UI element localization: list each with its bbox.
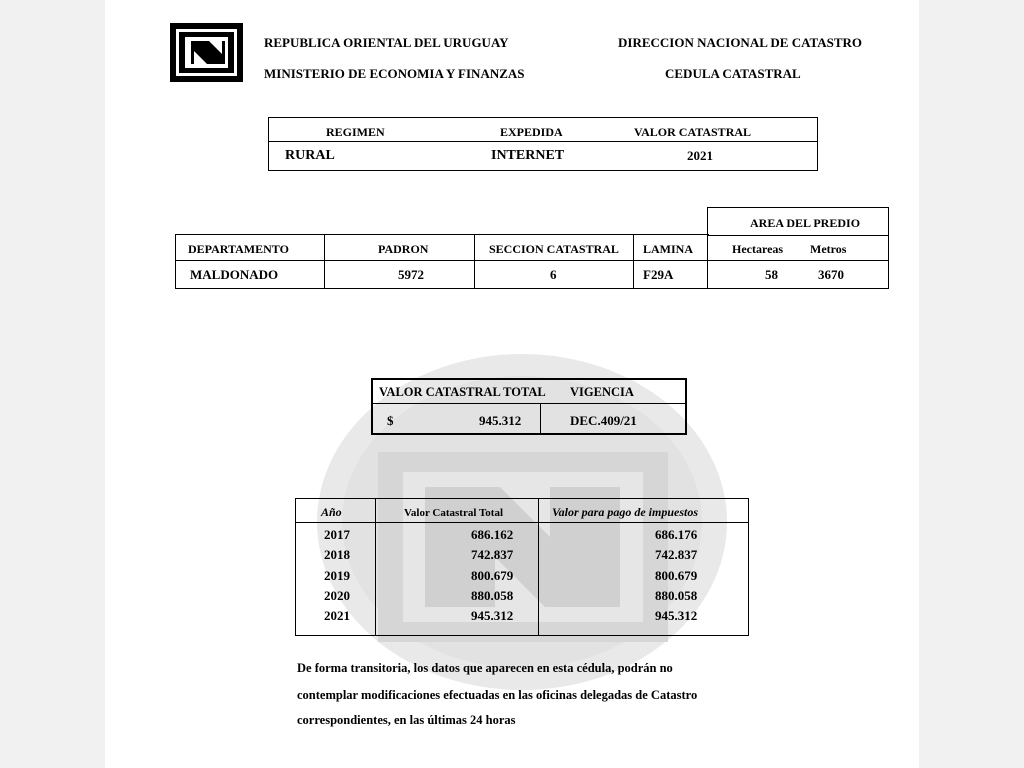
regime-value: RURAL [285, 148, 335, 163]
regime-table [268, 117, 818, 171]
document-title: CEDULA CATASTRAL [665, 66, 801, 81]
note-line-2: contemplar modificaciones efectuadas en las oficinas delegadas de Catastro [297, 688, 698, 702]
padron-header: PADRON [378, 242, 429, 256]
history-tax: 945.312 [655, 608, 698, 623]
lamina-value: F29A [643, 267, 674, 282]
history-tax: 742.837 [655, 547, 698, 562]
catastro-logo-icon [169, 22, 244, 83]
hectares-header: Hectareas [732, 242, 784, 256]
cedula-page [105, 0, 919, 768]
history-tax-header: Valor para pago de impuestos [552, 505, 699, 519]
value-year-header: VALOR CATASTRAL [634, 125, 752, 139]
total-value-header: VALOR CATASTRAL TOTAL [379, 385, 546, 399]
history-year: 2019 [324, 568, 350, 583]
meters-header: Metros [810, 242, 847, 256]
issued-value: INTERNET [491, 148, 565, 163]
validity-header: VIGENCIA [570, 385, 634, 399]
year-header: Año [321, 505, 342, 519]
history-total: 742.837 [471, 547, 514, 562]
issued-header: EXPEDIDA [500, 125, 563, 139]
hectares-value: 58 [765, 267, 778, 282]
meters-value: 3670 [818, 267, 844, 282]
history-total: 686.162 [471, 527, 514, 542]
history-table [295, 498, 749, 636]
history-total-header: Valor Catastral Total [404, 507, 504, 519]
lamina-header: LAMINA [643, 242, 693, 256]
history-year: 2018 [324, 547, 350, 562]
area-header: AREA DEL PREDIO [750, 216, 861, 230]
value-table [371, 378, 687, 435]
history-year: 2017 [324, 527, 350, 542]
history-total: 880.058 [471, 588, 514, 603]
history-total: 945.312 [471, 608, 514, 623]
history-total: 800.679 [471, 568, 514, 583]
department-header: DEPARTAMENTO [188, 242, 289, 256]
history-tax: 800.679 [655, 568, 698, 583]
direction-name: DIRECCION NACIONAL DE CATASTRO [618, 35, 863, 50]
history-year: 2020 [324, 588, 350, 603]
note-line-3: correspondientes, en las últimas 24 horas [297, 713, 516, 727]
value-year-value: 2021 [687, 148, 713, 163]
regime-header: REGIMEN [326, 125, 385, 139]
padron-value: 5972 [398, 267, 424, 282]
history-tax: 686.176 [655, 527, 698, 542]
total-value: 945.312 [479, 413, 522, 428]
history-tax: 880.058 [655, 588, 698, 603]
republic-name: REPUBLICA ORIENTAL DEL URUGUAY [264, 35, 509, 50]
property-table [175, 234, 709, 289]
currency-symbol: $ [387, 413, 394, 428]
area-box [707, 207, 889, 289]
department-value: MALDONADO [190, 267, 279, 282]
section-value: 6 [550, 267, 557, 282]
note-line-1: De forma transitoria, los datos que aparecen en esta cédula, podrán no [297, 661, 673, 675]
history-year: 2021 [324, 608, 350, 623]
section-header: SECCION CATASTRAL [489, 242, 619, 256]
ministry-name: MINISTERIO DE ECONOMIA Y FINANZAS [264, 66, 525, 81]
validity-value: DEC.409/21 [570, 413, 637, 428]
